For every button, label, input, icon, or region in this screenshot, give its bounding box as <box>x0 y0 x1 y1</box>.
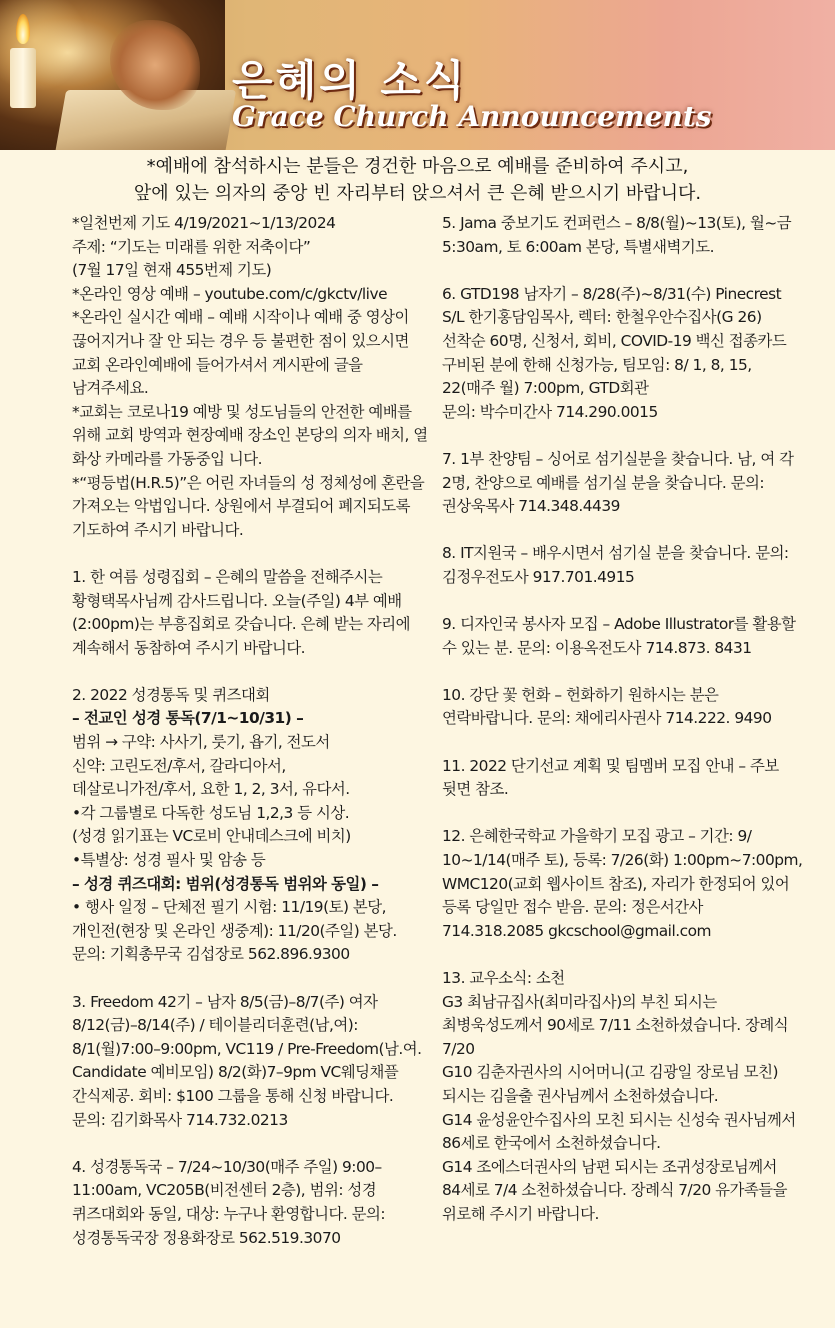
announcement-paragraph: 7. 1부 찬양팀 – 싱어로 섬기실분을 찾습니다. 남, 여 각 2명, 찬양으로 예배를 섬기실 분을 찾습니다. 문의: 권상욱목사 714.348.4439 <box>442 449 794 516</box>
announcement-paragraph: 6. GTD198 남자기 – 8/28(주)~8/31(수) Pinecrest S/L 한기홍담임목사, 렉터: 한철우안수집사(G 26) 선착순 60명, 신청서, 회비, COVID-19 백신 접종카드 구비된 분에 한해 신청가능, 팀모임: 8/ 1, 8, 15, 22(매주 월) 7:00pm, GTD회관 <box>442 284 787 398</box>
announcement-paragraph: 범위 → 구약: 사사기, 룻기, 욥기, 전도서 <box>72 733 330 752</box>
left-column <box>72 212 428 1250</box>
spacer <box>442 424 806 448</box>
announcement-paragraph: • 행사 일정 – 단체전 필기 시험: 11/19(토) 본당, 개인전(현장 및 온라인 생중계): 11/20(주일) 본당. 문의: 기획총무국 김섭장로 562.896.9300 <box>72 898 397 964</box>
announcement-paragraph: G3 최남규집사(최미라집사)의 부친 되시는 최병욱성도께서 90세로 7/11 소천하셨습니다. 장례식 7/20 <box>442 992 789 1058</box>
spacer <box>72 542 428 566</box>
announcement-paragraph: 5. Jama 중보기도 컨퍼런스 – 8/8(월)~13(토), 월~금 5:30am, 토 6:00am 본당, 특별새벽기도. <box>442 214 792 256</box>
announcement-paragraph: 13. 교우소식: 소천 <box>442 969 565 987</box>
announcement-paragraph: (성경 읽기표는 VC로비 안내데스크에 비치) <box>72 827 351 846</box>
announcement-paragraph: – 성경 퀴즈대회: 범위(성경통독 범위와 동일) – <box>72 874 379 893</box>
announcement-paragraph: 9. 디자인국 봉사자 모집 – Adobe Illustrator를 활용할 수 있는 분. 문의: 이용옥전도사 714.873. 8431 <box>442 615 796 657</box>
intro-line-1: *예배에 참석하시는 분들은 경건한 마음으로 예배를 준비하여 주시고, <box>146 156 689 177</box>
intro-line-2: 앞에 있는 의자의 중앙 빈 자리부터 앉으셔서 큰 은혜 받으시기 바랍니다. <box>133 183 702 204</box>
announcement-paragraph: G14 조에스더권사의 남편 되시는 조귀성장로님께서 84세로 7/4 소천하셨습니다. 장례식 7/20 유가족들을 위로해 주시기 바랍니다. <box>442 1157 788 1223</box>
announcement-paragraph: 11. 2022 단기선교 계획 및 팀멤버 모집 안내 – 주보 뒷면 참조. <box>442 756 779 799</box>
announcement-paragraph: G14 윤성윤안수집사의 모친 되시는 신성숙 권사님께서 86세로 한국에서 소천하셨습니다. <box>442 1110 796 1153</box>
spacer <box>442 802 806 826</box>
announcement-paragraph: *“평등법(H.R.5)”은 어린 자녀들의 성 정체성에 혼란을 가져오는 악법입니다. 상원에서 부결되어 폐지되도록 기도하여 주시기 바랍니다. <box>72 473 425 539</box>
announcement-paragraph: *온라인 실시간 예배 – 예배 시작이나 예배 중 영상이 끊어지거나 잘 안 되는 경우 등 불편한 점이 있으시면 교회 온라인예배에 들어가셔서 게시판에 글을 남겨주세요. <box>72 308 409 398</box>
announcement-paragraph: 4. 성경통독국 – 7/24~10/30(매주 주일) 9:00–11:00am, VC205B(비전센터 2층), 범위: 성경 퀴즈대회와 동일, 대상: 누구나 환영합니다. 문의: 성경통독국장 정용화장로 562.519.3070 <box>72 1157 386 1247</box>
spacer <box>72 660 428 684</box>
announcement-paragraph: •각 그룹별로 다독한 성도님 1,2,3 등 시상. <box>72 803 350 822</box>
announcement-paragraph: *일천번제 기도 4/19/2021~1/13/2024 <box>72 214 336 232</box>
title-english: Grace Church Announcements <box>232 100 712 133</box>
spacer <box>442 590 806 614</box>
spacer <box>442 731 806 755</box>
announcement-paragraph: *온라인 영상 예배 – youtube.com/c/gkctv/live <box>72 284 388 303</box>
announcement-paragraph: 신약: 고린도전/후서, 갈라디아서, <box>72 756 286 775</box>
announcement-paragraph: 문의: 박수미간사 714.290.0015 <box>442 402 658 421</box>
announcement-paragraph: – 전교인 성경 통독(7/1~10/31) – <box>72 709 304 728</box>
spacer <box>442 943 806 967</box>
announcement-paragraph: (7월 17일 현재 455번제 기도) <box>72 261 272 280</box>
announcement-paragraph: G10 김춘자권사의 시어머니(고 김광일 장로님 모친)되시는 김을출 권사님께서 소천하셨습니다. <box>442 1063 778 1105</box>
spacer <box>442 660 806 684</box>
spacer <box>442 519 806 543</box>
header-banner <box>0 0 835 150</box>
spacer <box>72 967 428 991</box>
spacer <box>442 259 806 283</box>
praying-hands-candle-photo <box>0 0 225 150</box>
announcement-paragraph: 8. IT지원국 – 배우시면서 섬기실 분을 찾습니다. 문의: 김정우전도사 917.701.4915 <box>442 544 789 586</box>
intro-notice <box>0 153 835 207</box>
announcement-paragraph: 주제: “기도는 미래를 위한 저축이다” <box>72 237 311 256</box>
title-korean: 은혜의 소식 <box>232 56 468 105</box>
announcement-paragraph: 12. 은혜한국학교 가을학기 모집 광고 – 기간: 9/ 10~1/14(매주 토), 등록: 7/26(화) 1:00pm~7:00pm, WMC120(교회 웹사이트 참조), 자리가 한정되어 있어 등록 당일만 접수 받음. 문의: 정은서간사 714.318.2085 gkcschool@gmail.com <box>442 827 803 940</box>
announcement-paragraph: 2. 2022 성경통독 및 퀴즈대회 <box>72 685 270 704</box>
announcement-paragraph: 3. Freedom 42기 – 남자 8/5(금)–8/7(주) 여자 8/12(금)–8/14(주) / 테이블리더훈련(남,여): 8/1(월)7:00–9:00pm, VC119 / Pre-Freedom(남.여. Candidate 예비모임) 8/2(화)7–9pm VC웨딩채플 간식제공. 회비: $100 그룹을 통해 신청 바랍니다. 문의: 김기화목사 714.732.0213 <box>72 992 422 1129</box>
spacer <box>72 1132 428 1156</box>
announcement-paragraph: 1. 한 여름 성령집회 – 은혜의 말씀을 전해주시는 황형택목사님께 감사드립니다. 오늘(주일) 4부 예배(2:00pm)는 부흥집회로 갖습니다. 은혜 받는 자리에 계속해서 동참하여 주시기 바랍니다. <box>72 567 410 657</box>
right-column <box>442 212 806 1227</box>
announcement-paragraph: *교회는 코로나19 예방 및 성도님들의 안전한 예배를 위해 교회 방역과 현장예배 장소인 본당의 의자 배치, 열 화상 카메라를 가동중입 니다. <box>72 402 428 468</box>
announcement-paragraph: 데살로니가전/후서, 요한 1, 2, 3서, 유다서. <box>72 780 350 799</box>
announcement-paragraph: 10. 강단 꽃 헌화 – 헌화하기 원하시는 분은 연락바랍니다. 문의: 채에리사권사 714.222. 9490 <box>442 685 772 728</box>
announcement-paragraph: •특별상: 성경 필사 및 암송 등 <box>72 851 266 870</box>
